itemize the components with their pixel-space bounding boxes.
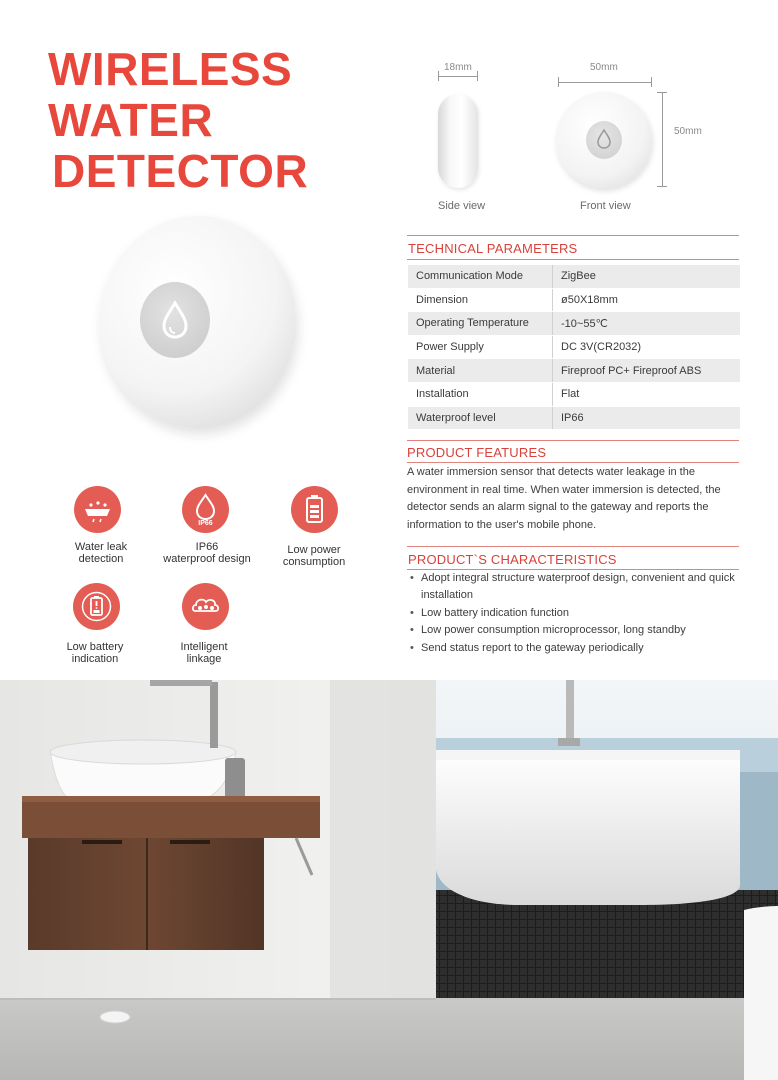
characteristics-list: [408, 570, 743, 657]
front-view-drawing: [556, 92, 652, 188]
tech-param-row: [408, 265, 740, 288]
tech-param-row: [408, 288, 740, 312]
tech-param-value: ø50X18mm: [553, 288, 741, 312]
tech-param-row: [408, 406, 740, 430]
characteristic-item: • Low power consumption microprocessor, long standby: [408, 622, 743, 639]
water-drop-icon: [158, 299, 192, 341]
tech-param-key: Power Supply: [408, 335, 553, 359]
battery-label: Low power consumption: [282, 544, 346, 568]
title-line-2: WATER: [48, 94, 214, 146]
tech-param-value: DC 3V(CR2032): [553, 335, 741, 359]
title-line-1: WIRELESS: [48, 43, 293, 95]
features-rule-top: [407, 440, 739, 441]
ip66-icon: [182, 486, 229, 533]
features-heading: PRODUCT FEATURES: [407, 445, 547, 460]
front-width-line: [558, 82, 652, 83]
tech-param-value: IP66: [553, 406, 741, 430]
tech-param-value: Flat: [553, 382, 741, 406]
chars-rule-top: [407, 546, 739, 547]
tech-param-key: Communication Mode: [408, 265, 553, 288]
characteristic-item: • Adopt integral structure waterproof design, convenient and quick installation: [408, 570, 743, 605]
tech-param-row: [408, 312, 740, 336]
tech-param-value: Fireproof PC+ Fireproof ABS: [553, 359, 741, 383]
battery-icon: [291, 486, 338, 533]
front-view-label: Front view: [580, 200, 631, 212]
water-leak-icon: [74, 486, 121, 533]
tech-param-key: Waterproof level: [408, 406, 553, 430]
tech-param-row: [408, 382, 740, 406]
side-width-tick-left: [438, 71, 439, 81]
front-height-tick-bottom: [657, 186, 667, 187]
side-width-label: 18mm: [444, 62, 472, 73]
tech-param-row: [408, 359, 740, 383]
tech-param-value: ZigBee: [553, 265, 741, 288]
title-line-3: DETECTOR: [52, 145, 309, 197]
side-view-drawing: [438, 94, 478, 188]
tech-param-row: [408, 335, 740, 359]
product-button: [140, 282, 210, 358]
page-title: [48, 44, 308, 197]
front-height-line: [662, 92, 663, 187]
tech-param-value: -10~55℃: [553, 312, 741, 336]
front-height-tick-top: [657, 92, 667, 93]
tech-rule-bottom: [407, 259, 739, 260]
side-width-tick-right: [477, 71, 478, 81]
features-rule-bottom: [407, 462, 739, 463]
water-drop-small-icon: [586, 121, 622, 159]
characteristic-item: • Low battery indication function: [408, 605, 743, 622]
bathroom-photo: [0, 680, 778, 1080]
features-text: A water immersion sensor that detects water leakage in the environment in real time. When water immersion is detected, the detector sends an alarm signal to the gateway and reports the information to the user's mobile phone.: [407, 466, 721, 531]
characteristics-heading: PRODUCT`S CHARACTERISTICS: [408, 552, 617, 567]
tech-heading: TECHNICAL PARAMETERS: [408, 241, 578, 256]
linkage-label: Intelligent linkage: [180, 641, 228, 665]
tech-param-key: Operating Temperature: [408, 312, 553, 336]
tech-rule-top: [407, 235, 739, 236]
front-width-label: 50mm: [590, 62, 618, 73]
tech-param-key: Material: [408, 359, 553, 383]
front-width-tick-right: [651, 77, 652, 87]
tech-param-key: Installation: [408, 382, 553, 406]
side-width-line: [438, 76, 478, 77]
front-height-label: 50mm: [674, 126, 702, 137]
front-view-button: [586, 121, 622, 159]
water-leak-label: Water leak detection: [74, 541, 128, 565]
tech-param-key: Dimension: [408, 288, 553, 312]
product-image: [100, 216, 296, 428]
front-width-tick-left: [558, 77, 559, 87]
characteristic-item: • Send status report to the gateway periodically: [408, 640, 743, 657]
tech-params-table: [408, 265, 740, 430]
linkage-icon: [182, 583, 229, 630]
side-view-label: Side view: [438, 200, 486, 212]
low-battery-icon: [73, 583, 120, 630]
low-battery-label: Low battery indication: [66, 641, 124, 665]
ip66-badge-text: IP66: [198, 520, 213, 527]
ip66-label: IP66 waterproof design: [163, 541, 251, 565]
